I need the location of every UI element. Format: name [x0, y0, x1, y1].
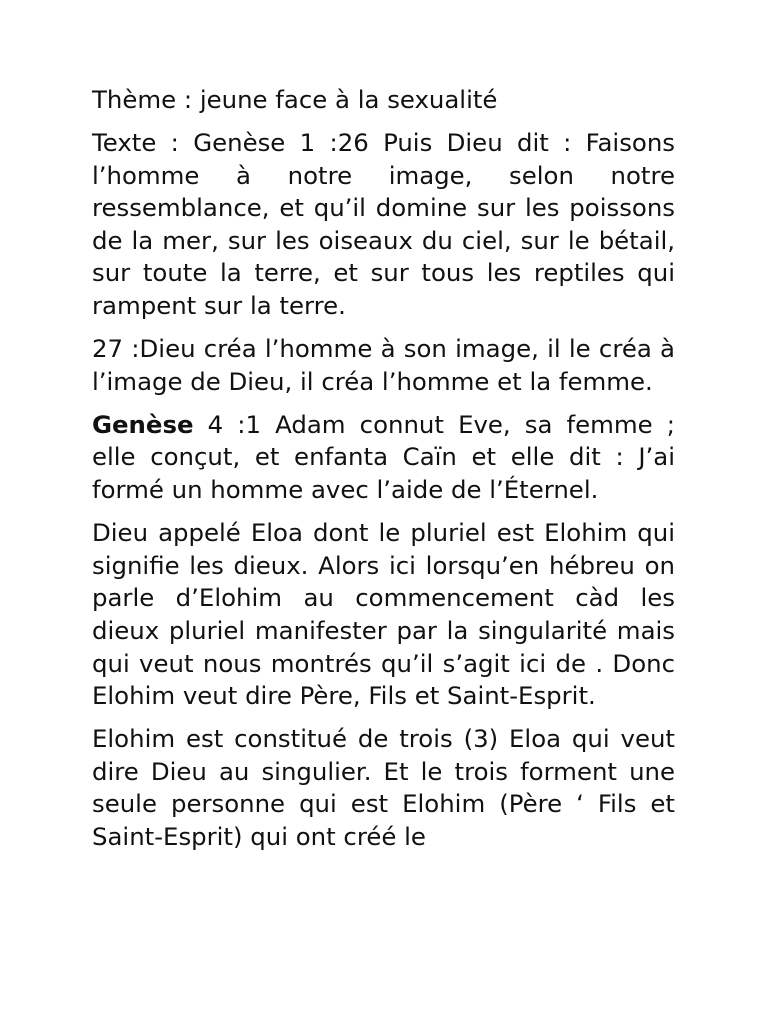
genese-4-label: Genèse: [92, 409, 194, 439]
texte-paragraph: Texte : Genèse 1 :26 Puis Dieu dit : Faisons l’homme à notre image, selon notre ressemblance, et qu’il domine sur les poissons de la mer, sur les oiseaux du ciel, sur le bétail, sur toute la terre, et sur tous les reptiles qui rampent sur la terre.: [92, 128, 675, 321]
theme-line: Thème : jeune face à la sexualité: [92, 85, 498, 114]
elohim-paragraph: Elohim est constitué de trois (3) Eloa qui veut dire Dieu au singulier. Et le trois forment une seule personne qui est Elohim (Père ‘ Fils et Saint-Esprit) qui ont créé le: [92, 724, 675, 851]
verse-27-paragraph: 27 :Dieu créa l’homme à son image, il le créa à l’image de Dieu, il créa l’homme et la femme.: [92, 334, 675, 396]
genese-4-paragraph: [92, 409, 675, 507]
eloa-paragraph: Dieu appelé Eloa dont le pluriel est Elohim qui signifie les dieux. Alors ici lorsqu’en hébreu on parle d’Elohim au commencement càd les dieux pluriel manifester par la singularité mais qui veut nous montrés qu’il s’agit ici de . Donc Elohim veut dire Père, Fils et Saint-Esprit.: [92, 518, 675, 711]
document-page: [92, 84, 675, 864]
genese-4-text: 4 :1 Adam connut Eve, sa femme ; elle conçut, et enfanta Caïn et elle dit : J’ai formé un homme avec l’aide de l’Éternel.: [92, 409, 675, 505]
